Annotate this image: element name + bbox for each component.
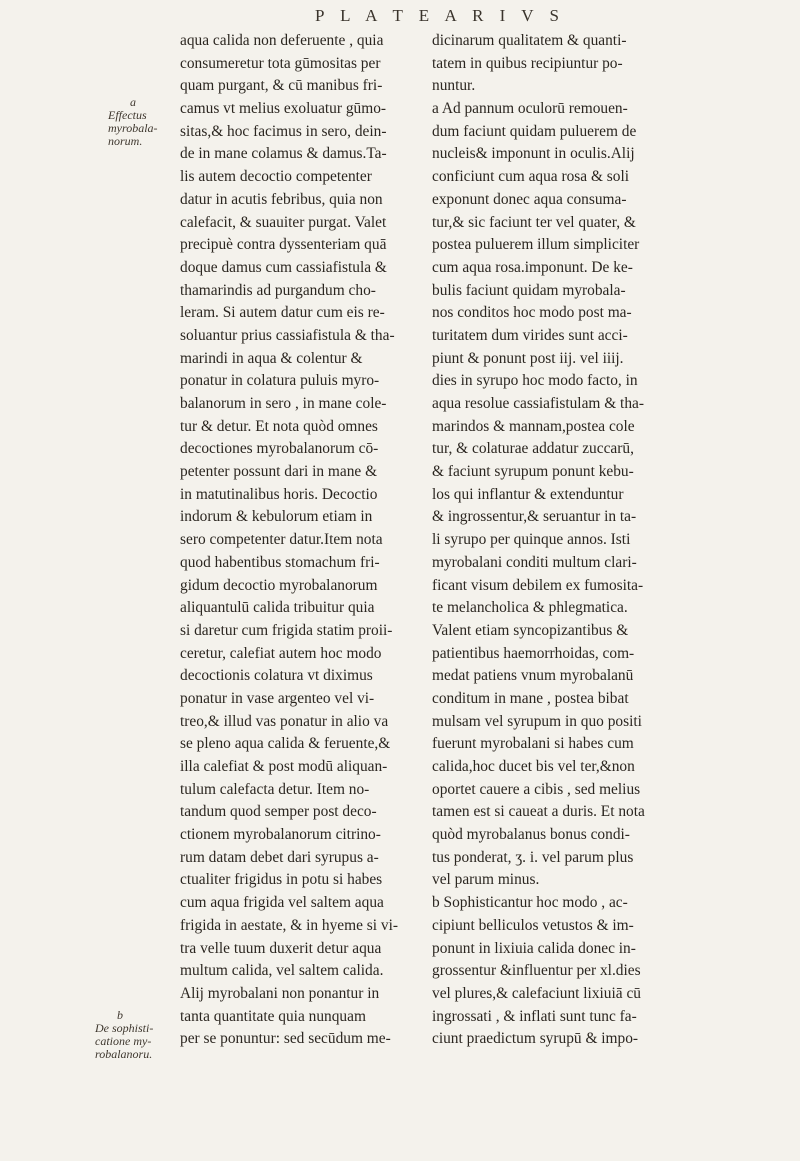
text-line: nucleis& imponunt in oculis.Alij — [432, 145, 635, 163]
text-line: mulsam vel syrupum in quo positi — [432, 712, 642, 730]
text-line: dum faciunt quidam puluerem de — [432, 122, 637, 140]
text-line: sero competenter datur.Item nota — [180, 531, 383, 549]
margin-note-line: norum. — [108, 134, 143, 148]
text-line: aqua resolue cassiafistulam & tha- — [432, 395, 644, 412]
text-line: ingrossati , & inflati sunt tunc fa- — [432, 1007, 637, 1025]
text-line: ponatur in colatura puluis myro- — [180, 372, 380, 390]
text-line: tamen est si caueat a duris. Et nota — [432, 803, 645, 821]
text-line: se pleno aqua calida & feruente,& — [180, 735, 391, 753]
text-line: ciunt praedictum syrupū & impo- — [432, 1030, 639, 1048]
text-line: lis autem decoctio competenter — [180, 168, 372, 186]
text-line: decoctionis colatura vt diximus — [180, 667, 373, 685]
text-line: indorum & kebulorum etiam in — [180, 508, 373, 526]
text-line: tra velle tuum duxerit detur aqua — [180, 939, 382, 957]
text-line: aqua calida non deferuente , quia — [180, 32, 384, 49]
text-line: doque damus cum cassiafistula & — [180, 258, 387, 276]
margin-note-letter: a — [130, 95, 136, 109]
text-line: myrobalani conditi multum clari- — [432, 553, 637, 571]
text-line: nos conditos hoc modo post ma- — [432, 304, 632, 322]
running-head: P L A T E A R I V S — [315, 6, 565, 25]
text-line: tulum calefacta detur. Item no- — [180, 780, 370, 798]
text-line: camus vt melius exoluatur gūmo- — [180, 100, 387, 118]
text-line: ponunt in lixiuia calida donec in- — [432, 939, 636, 957]
text-line: Valent etiam syncopizantibus & — [432, 621, 629, 639]
text-line: frigida in aestate, & in hyeme si vi- — [180, 916, 398, 934]
text-line: cipiunt belliculos vetustos & im- — [432, 916, 634, 934]
text-line: quod habentibus stomachum fri- — [180, 553, 380, 571]
right-text-column — [432, 30, 777, 1051]
margin-note-line: myrobala- — [108, 121, 158, 135]
text-line: multum calida, vel saltem calida. — [180, 962, 384, 980]
text-line: calida,hoc ducet bis vel ter,&non — [432, 758, 635, 775]
text-line: in matutinalibus horis. Decoctio — [180, 485, 378, 503]
text-line: postea puluerem illum simpliciter — [432, 236, 640, 254]
text-line: a Ad pannum oculorū remouen- — [432, 100, 628, 118]
text-line: los qui inflantur & extenduntur — [432, 485, 624, 503]
text-line: marindos & mannam,postea cole — [432, 417, 635, 435]
text-line: tur,& sic faciunt ter vel quater, & — [432, 213, 636, 231]
text-line: patientibus haemorrhoidas, com- — [432, 644, 635, 662]
text-line: petenter possunt dari in mane & — [180, 463, 378, 481]
margin-note-line: De sophisti- — [95, 1021, 154, 1035]
text-line: precipuè contra dyssenteriam quā — [180, 236, 387, 254]
text-line: de in mane colamus & damus.Ta- — [180, 145, 387, 163]
text-line: & faciunt syrupum ponunt kebu- — [432, 463, 634, 481]
text-line: soluantur prius cassiafistula & tha- — [180, 326, 395, 344]
text-line: marindi in aqua & colentur & — [180, 349, 363, 367]
text-line: tus ponderat, ʒ. i. vel parum plus — [432, 848, 634, 866]
margin-note-line: robalanoru. — [95, 1047, 153, 1061]
margin-note-line: Effectus — [108, 108, 147, 122]
text-line: piunt & ponunt post iij. vel iiij. — [432, 349, 624, 367]
text-line: leram. Si autem datur cum eis re- — [180, 304, 385, 322]
text-line: li syrupo per quinque annos. Isti — [432, 531, 631, 549]
text-line: ceretur, calefiat autem hoc modo — [180, 644, 382, 662]
text-line: fuerunt myrobalani si habes cum — [432, 735, 634, 753]
text-line: balanorum in sero , in mane cole- — [180, 395, 387, 412]
text-line: cum aqua frigida vel saltem aqua — [180, 894, 384, 912]
text-line: cum aqua rosa.imponunt. De ke- — [432, 258, 633, 276]
text-line: & ingrossentur,& seruantur in ta- — [432, 508, 637, 526]
text-line: exponunt donec aqua consuma- — [432, 190, 627, 208]
text-line: turitatem dum virides sunt acci- — [432, 326, 628, 344]
text-line: consumeretur tota gūmositas per — [180, 54, 381, 72]
text-line: conficiunt cum aqua rosa & soli — [432, 168, 630, 186]
text-line: vel parum minus. — [432, 871, 540, 889]
text-line: per se ponuntur: sed secūdum me- — [180, 1030, 391, 1048]
text-line: vel plures,& calefaciunt lixiuiā cū — [432, 984, 641, 1002]
text-line: thamarindis ad purgandum cho- — [180, 281, 376, 299]
text-line: gidum decoctio myrobalanorum — [180, 576, 378, 594]
text-line: grossentur &influentur per xl.dies — [432, 962, 641, 980]
text-line: ficant visum debilem ex fumosita- — [432, 576, 644, 594]
text-line: medat patiens vnum myrobalanū — [432, 667, 634, 685]
text-line: sitas,& hoc facimus in sero, dein- — [180, 122, 387, 140]
margin-note-line: catione my- — [95, 1034, 152, 1048]
text-line: treo,& illud vas ponatur in alio va — [180, 712, 389, 730]
text-line: tur & detur. Et nota quòd omnes — [180, 417, 378, 435]
text-line: quòd myrobalanus bonus condi- — [432, 826, 630, 844]
text-line: ponatur in vase argenteo vel vi- — [180, 689, 375, 707]
margin-note-letter: b — [117, 1008, 123, 1022]
text-line: datur in acutis febribus, quia non — [180, 190, 383, 208]
text-line: calefacit, & suauiter purgat. Valet — [180, 213, 387, 231]
text-line: bulis faciunt quidam myrobala- — [432, 281, 626, 299]
text-line: conditum in mane , postea bibat — [432, 689, 629, 707]
text-line: tandum quod semper post deco- — [180, 803, 377, 821]
text-line: rum datam debet dari syrupus a- — [180, 848, 379, 866]
text-line: Alij myrobalani non ponantur in — [180, 984, 380, 1002]
text-line: te melancholica & phlegmatica. — [432, 599, 628, 617]
text-line: tanta quantitate quia nunquam — [180, 1007, 366, 1025]
text-line: ctionem myrobalanorum citrino- — [180, 826, 381, 844]
text-line: dicinarum qualitatem & quanti- — [432, 32, 627, 49]
text-line: illa calefiat & post modū aliquan- — [180, 758, 388, 775]
text-line: tur, & colaturae addatur zuccarū, — [432, 440, 634, 458]
text-line: nuntur. — [432, 77, 476, 95]
margin-note-b — [95, 1009, 153, 1061]
text-line: tatem in quibus recipiuntur po- — [432, 54, 623, 72]
text-line: ctualiter frigidus in potu si habes — [180, 871, 383, 889]
text-line: oportet cauere a cibis , sed melius — [432, 780, 641, 798]
text-line: b Sophisticantur hoc modo , ac- — [432, 894, 628, 912]
text-line: dies in syrupo hoc modo facto, in — [432, 372, 638, 390]
text-line: aliquantulū calida tribuitur quia — [180, 599, 375, 617]
text-line: si daretur cum frigida statim proii- — [180, 621, 393, 639]
text-line: quam purgant, & cū manibus fri- — [180, 77, 383, 95]
text-line: decoctiones myrobalanorum cō- — [180, 440, 379, 458]
margin-note-a — [108, 96, 158, 148]
